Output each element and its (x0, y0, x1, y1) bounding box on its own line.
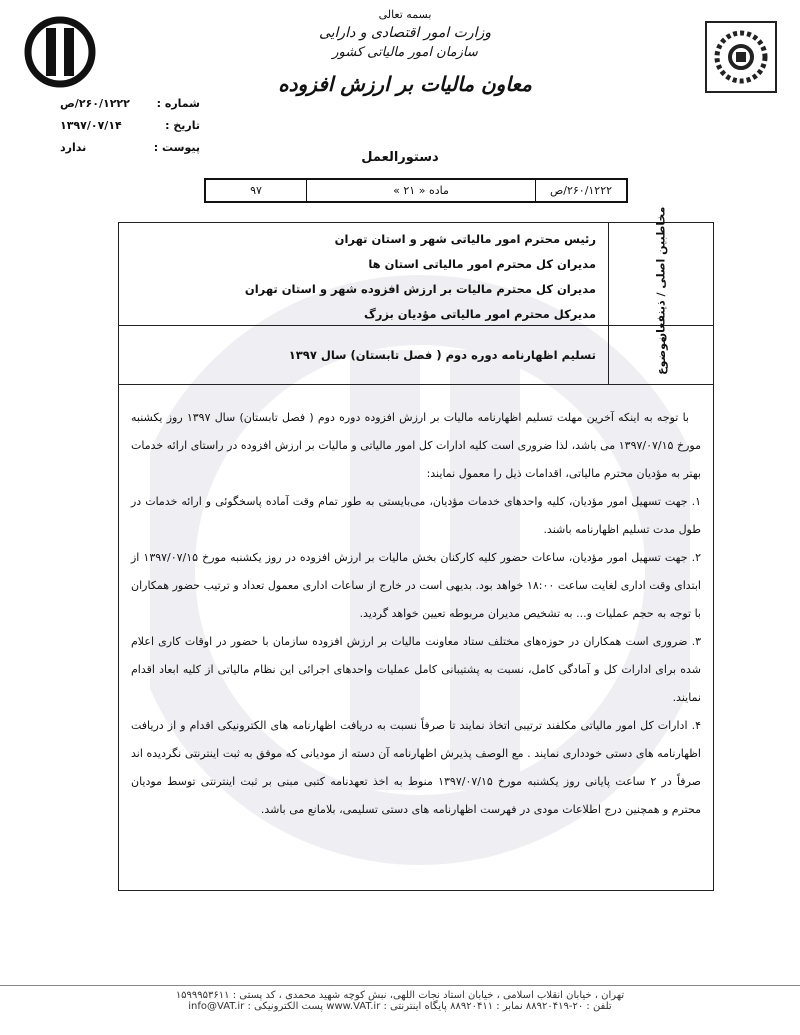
body-text (119, 380, 713, 824)
document-title: دستورالعمل (361, 150, 439, 165)
body-item-2: ۲. جهت تسهیل امور مؤدیان، ساعات حضور کلیه کارکنان بخش مالیات بر ارزش افزوده در روز یکشنبه مورخ ۱۳۹۷/۰۷/۱۵ از ابتدای وقت اداری لغایت ساعت ۱۸:۰۰ خواهد بود. بدیهی است در خارج از ساعات اداری معمول تعداد و ترتیب حضور همکاران با توجه به حجم عملیات و... به تشخیص مدیران مربوطه تعیین خواهد گردید. (131, 551, 701, 620)
organization-logo (24, 16, 96, 88)
body-item-4: ۴. ادارات کل امور مالیاتی مکلفند ترتیبی اتخاذ نمایند تا صرفاً نسبت به دریافت اظهارنامه های الکترونیکی اقدام و از دریافت اظهارنامه های دستی خودداری نمایند . مع الوصف پذیرش اظهارنامه آن دسته از مودیانی که موفق به ثبت اینترنتی نگردیده اند صرفاً در ۲ ساعت پایانی روز یکشنبه مورخ ۱۳۹۷/۰۷/۱۵ منوط به اخذ تعهدنامه کتبی مبنی بر ثبت اینترنتی توسط مودیان محترم و همچنین درج اطلاعات مودی در فهرست اظهارنامه های دستی تسلیمی، بلامانع می باشد. (131, 719, 701, 816)
subject-row (119, 326, 713, 384)
addressees-row (119, 206, 713, 342)
letter-meta (60, 92, 200, 158)
ref-number: ۲۶۰/۱۲۲۲/ص (535, 180, 626, 201)
addressee-line: مدیرکل محترم امور مالیاتی مؤدیان بزرگ (363, 307, 596, 321)
body-item-1: ۱. جهت تسهیل امور مؤدیان، کلیه واحدهای خدمات مؤدیان، می‌بایستی به طور تمام وقت آماده پاسخگوئی و ارائه خدمات در طول مدت تسلیم اظهارنامه باشند. (131, 495, 701, 536)
footer-contact: تلفن : ۲۰-۸۸۹۲۰۴۱۹ نمابر : ۸۸۹۲۰۴۱۱ پایگاه اینترنتی : www.VAT.ir پست الکترونیکی : info@VAT.ir (188, 1001, 612, 1012)
addressees-list (119, 223, 608, 325)
meta-attachment-label: پیوست : (153, 140, 200, 154)
ref-year: ۹۷ (250, 184, 262, 197)
addressee-line: رئیس محترم امور مالیاتی شهر و استان تهران (334, 232, 596, 246)
subject-side-text: موضوع (654, 335, 668, 375)
addressees-side-text: مخاطبین اصلی / ذینفعان (654, 206, 668, 342)
meta-number-label: شماره : (156, 96, 200, 110)
reference-bar (204, 178, 628, 203)
addressee-line: مدیران کل محترم مالیات بر ارزش افزوده شهر و استان تهران (244, 282, 596, 296)
deputy-name: معاون مالیات بر ارزش افزوده (278, 72, 532, 96)
footer (0, 990, 800, 1012)
meta-number-value: ۲۶۰/۱۲۲۲/ص (60, 96, 130, 110)
body-intro: با توجه به اینکه آخرین مهلت تسلیم اظهارنامه مالیات بر ارزش افزوده دوره دوم ( فصل تابستان) سال ۱۳۹۷ روز یکشنبه مورخ ۱۳۹۷/۰۷/۱۵ می باشد، لذا ضروری است کلیه ادارات کل امور مالیاتی و مالیات بر ارزش افزوده در راستای ارائه خدمات بهتر به مؤدیان محترم مالیاتی، اقدامات ذیل را معمول نمایند: (131, 411, 701, 480)
meta-number-row (60, 92, 200, 114)
header-table (118, 206, 714, 385)
meta-date-row (60, 114, 200, 136)
meta-date-label: تاریخ : (165, 118, 200, 132)
body-item-3: ۳. ضروری است همکاران در حوزه‌های مختلف ستاد معاونت مالیات بر ارزش افزوده سازمان با حضور در اوقات کاری اعلام شده برای ادارات کل و آمادگی کامل، نسبت به پشتیبانی کامل عملیات واحدهای اجرائی این نظام مالیاتی از کلیه ابعاد اقدام نمایند. (131, 635, 701, 704)
ref-article: ماده « ۲۱ » (306, 180, 535, 201)
footer-address: تهران ، خیابان انقلاب اسلامی ، خیابان استاد نجات اللهی، نبش کوچه شهید محمدی ، کد پستی : ۱۵۹۹۹۵۳۶۱۱ (175, 990, 625, 1001)
bismillah: بسمه تعالی (378, 8, 432, 21)
letterhead (260, 8, 550, 96)
subject-text: تسلیم اظهارنامه دوره دوم ( فصل تابستان) سال ۱۳۹۷ (288, 348, 596, 362)
addressees-side-label (608, 206, 713, 342)
ministry-emblem (704, 20, 778, 94)
organization-name: سازمان امور مالیاتی کشور (332, 45, 478, 60)
ministry-name: وزارت امور اقتصادی و دارایی (318, 25, 492, 41)
addressee-line: مدیران کل محترم امور مالیاتی استان ها (368, 257, 596, 271)
meta-attachment-row (60, 136, 200, 158)
footer-divider (0, 985, 800, 986)
meta-attachment-value: ندارد (60, 140, 87, 154)
meta-date-value: ۱۳۹۷/۰۷/۱۴ (60, 118, 122, 132)
letter-body (118, 380, 714, 891)
